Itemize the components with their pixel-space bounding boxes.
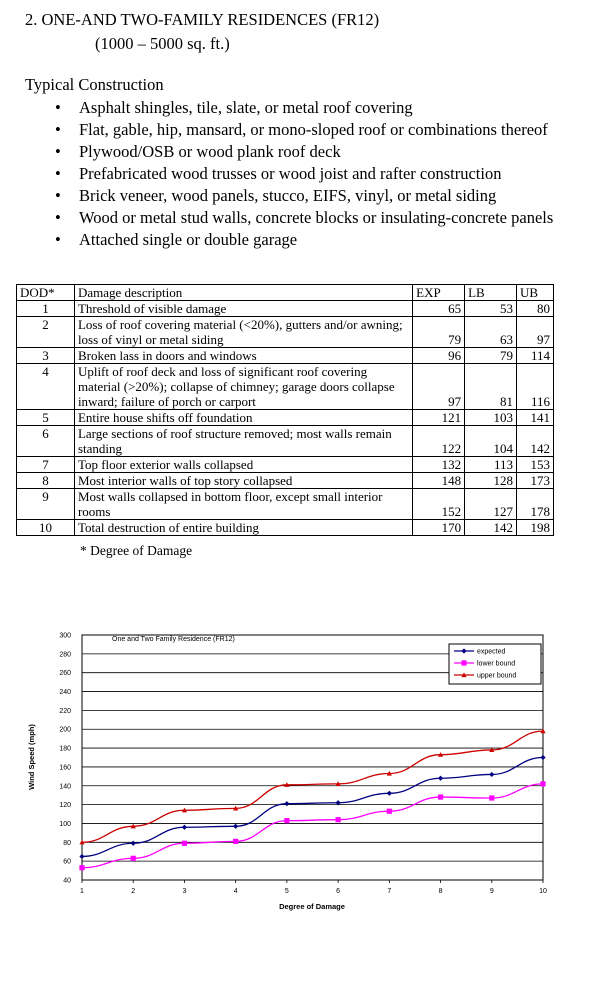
table-row xyxy=(17,489,554,520)
table-row xyxy=(17,410,554,426)
x-tick-label: 3 xyxy=(182,888,187,895)
y-tick-label: 220 xyxy=(59,707,71,715)
cell-dod: 9 xyxy=(17,489,75,520)
cell-lb: 104 xyxy=(465,426,517,457)
cell-description: Total destruction of entire building xyxy=(74,520,412,536)
construction-item xyxy=(55,185,553,207)
table-row xyxy=(17,364,554,410)
x-tick-label: 8 xyxy=(438,888,443,895)
legend-lower-bound-label: lower bound xyxy=(477,660,516,668)
cell-ub: 97 xyxy=(517,317,554,348)
cell-exp: 65 xyxy=(413,301,465,317)
cell-dod: 7 xyxy=(17,457,75,473)
cell-lb: 79 xyxy=(465,348,517,364)
cell-ub: 142 xyxy=(517,426,554,457)
lower-bound-point xyxy=(438,794,443,799)
y-tick-label: 80 xyxy=(63,839,71,847)
legend-upper-bound-label: upper bound xyxy=(477,672,517,680)
lower-bound-point xyxy=(284,818,289,823)
lower-bound-point xyxy=(387,809,392,814)
construction-list xyxy=(55,97,553,251)
y-tick-label: 240 xyxy=(59,689,71,697)
cell-dod: 1 xyxy=(17,301,75,317)
cell-description: Entire house shifts off foundation xyxy=(74,410,412,426)
cell-exp: 170 xyxy=(413,520,465,536)
bullet-icon: • xyxy=(55,230,61,249)
cell-lb: 128 xyxy=(465,473,517,489)
chart-title: One and Two Family Residence (FR12) xyxy=(112,636,235,643)
y-tick-label: 280 xyxy=(59,651,71,659)
table-footnote: * Degree of Damage xyxy=(80,543,193,558)
cell-dod: 8 xyxy=(17,473,75,489)
construction-item-text: Attached single or double garage xyxy=(79,230,298,249)
x-tick-label: 9 xyxy=(489,888,494,895)
header-description: Damage description xyxy=(74,285,412,301)
cell-description: Top floor exterior walls collapsed xyxy=(74,457,412,473)
document-subtitle: (1000 – 5000 sq. ft.) xyxy=(95,34,230,53)
cell-exp: 96 xyxy=(413,348,465,364)
table-row xyxy=(17,457,554,473)
cell-dod: 5 xyxy=(17,410,75,426)
bullet-icon: • xyxy=(55,208,61,227)
construction-item xyxy=(55,229,553,251)
cell-description: Threshold of visible damage xyxy=(74,301,412,317)
cell-lb: 113 xyxy=(465,457,517,473)
cell-description: Broken lass in doors and windows xyxy=(74,348,412,364)
cell-dod: 2 xyxy=(17,317,75,348)
cell-dod: 6 xyxy=(17,426,75,457)
cell-ub: 153 xyxy=(517,457,554,473)
cell-exp: 79 xyxy=(413,317,465,348)
x-tick-label: 2 xyxy=(131,888,136,895)
cell-lb: 127 xyxy=(465,489,517,520)
x-tick-label: 6 xyxy=(336,888,341,895)
cell-exp: 97 xyxy=(413,364,465,410)
cell-ub: 141 xyxy=(517,410,554,426)
lower-bound-point xyxy=(540,781,545,786)
bullet-icon: • xyxy=(55,120,61,139)
cell-description: Most interior walls of top story collapsed xyxy=(74,473,412,489)
cell-dod: 10 xyxy=(17,520,75,536)
y-tick-label: 40 xyxy=(63,877,71,885)
x-tick-label: 4 xyxy=(233,888,238,895)
lower-bound-point xyxy=(233,839,238,844)
bullet-icon: • xyxy=(55,142,61,161)
lower-bound-point xyxy=(79,865,84,870)
header-dod: DOD* xyxy=(17,285,75,301)
cell-dod: 4 xyxy=(17,364,75,410)
bullet-icon: • xyxy=(55,164,61,183)
lower-bound-point xyxy=(336,817,341,822)
y-tick-label: 60 xyxy=(63,858,71,866)
chart-legend xyxy=(449,644,541,684)
construction-item xyxy=(55,207,553,229)
construction-item xyxy=(55,141,553,163)
construction-item-text: Wood or metal stud walls, concrete blocks or insulating-concrete panels xyxy=(79,208,554,227)
lower-bound-point xyxy=(489,795,494,800)
x-tick-label: 1 xyxy=(80,888,84,895)
table-row xyxy=(17,426,554,457)
y-tick-label: 120 xyxy=(59,802,71,810)
cell-ub: 178 xyxy=(517,489,554,520)
cell-exp: 121 xyxy=(413,410,465,426)
cell-ub: 114 xyxy=(517,348,554,364)
table-row xyxy=(17,520,554,536)
cell-description: Most walls collapsed in bottom floor, except small interior rooms xyxy=(74,489,412,520)
cell-ub: 198 xyxy=(517,520,554,536)
header-exp: EXP xyxy=(413,285,465,301)
cell-description: Loss of roof covering material (<20%), gutters and/or awning; loss of vinyl or metal siding xyxy=(74,317,412,348)
construction-heading: Typical Construction xyxy=(25,75,164,94)
construction-item xyxy=(55,119,553,141)
document-title: 2. ONE-AND TWO-FAMILY RESIDENCES (FR12) xyxy=(25,10,380,29)
cell-ub: 173 xyxy=(517,473,554,489)
lower-bound-point xyxy=(182,841,187,846)
cell-lb: 81 xyxy=(465,364,517,410)
table-row xyxy=(17,473,554,489)
x-tick-labels xyxy=(80,888,547,895)
table-row xyxy=(17,348,554,364)
header-lb: LB xyxy=(465,285,517,301)
construction-item-text: Brick veneer, wood panels, stucco, EIFS, vinyl, or metal siding xyxy=(79,186,497,205)
wind-speed-chart xyxy=(0,625,599,925)
y-tick-label: 100 xyxy=(59,820,71,828)
cell-description: Uplift of roof deck and loss of significant roof covering material (>20%); collapse of chimney; garage doors collapse inward; failure of porch or carport xyxy=(74,364,412,410)
y-tick-label: 160 xyxy=(59,764,71,772)
table-row xyxy=(17,301,554,317)
bullet-icon: • xyxy=(55,186,61,205)
y-tick-label: 180 xyxy=(59,745,71,753)
y-axis-label: Wind Speed (mph) xyxy=(27,724,36,790)
lower-bound-point xyxy=(131,856,136,861)
x-tick-label: 5 xyxy=(284,888,289,895)
cell-exp: 132 xyxy=(413,457,465,473)
bullet-icon: • xyxy=(55,98,61,117)
table-header-row xyxy=(17,285,554,301)
y-tick-label: 200 xyxy=(59,726,71,734)
x-axis-label: Degree of Damage xyxy=(279,902,345,911)
legend-lower-bound-marker xyxy=(461,660,466,665)
cell-lb: 63 xyxy=(465,317,517,348)
construction-item xyxy=(55,97,553,119)
cell-dod: 3 xyxy=(17,348,75,364)
y-tick-label: 140 xyxy=(59,783,71,791)
cell-exp: 122 xyxy=(413,426,465,457)
cell-ub: 116 xyxy=(517,364,554,410)
construction-item-text: Prefabricated wood trusses or wood joist and rafter construction xyxy=(79,164,502,183)
y-tick-label: 260 xyxy=(59,670,71,678)
x-tick-label: 7 xyxy=(387,888,392,895)
cell-lb: 103 xyxy=(465,410,517,426)
table-row xyxy=(17,317,554,348)
construction-item-text: Plywood/OSB or wood plank roof deck xyxy=(79,142,341,161)
y-tick-label: 300 xyxy=(59,632,71,640)
construction-item xyxy=(55,163,553,185)
legend-expected-label: expected xyxy=(477,648,506,656)
y-tick-labels xyxy=(59,633,71,885)
cell-exp: 152 xyxy=(413,489,465,520)
construction-item-text: Flat, gable, hip, mansard, or mono-sloped roof or combinations thereof xyxy=(79,120,548,139)
cell-lb: 142 xyxy=(465,520,517,536)
header-ub: UB xyxy=(517,285,554,301)
construction-item-text: Asphalt shingles, tile, slate, or metal roof covering xyxy=(79,98,413,117)
cell-exp: 148 xyxy=(413,473,465,489)
cell-lb: 53 xyxy=(465,301,517,317)
damage-table xyxy=(16,284,554,536)
cell-ub: 80 xyxy=(517,301,554,317)
x-tick-label: 10 xyxy=(539,888,547,895)
cell-description: Large sections of roof structure removed; most walls remain standing xyxy=(74,426,412,457)
